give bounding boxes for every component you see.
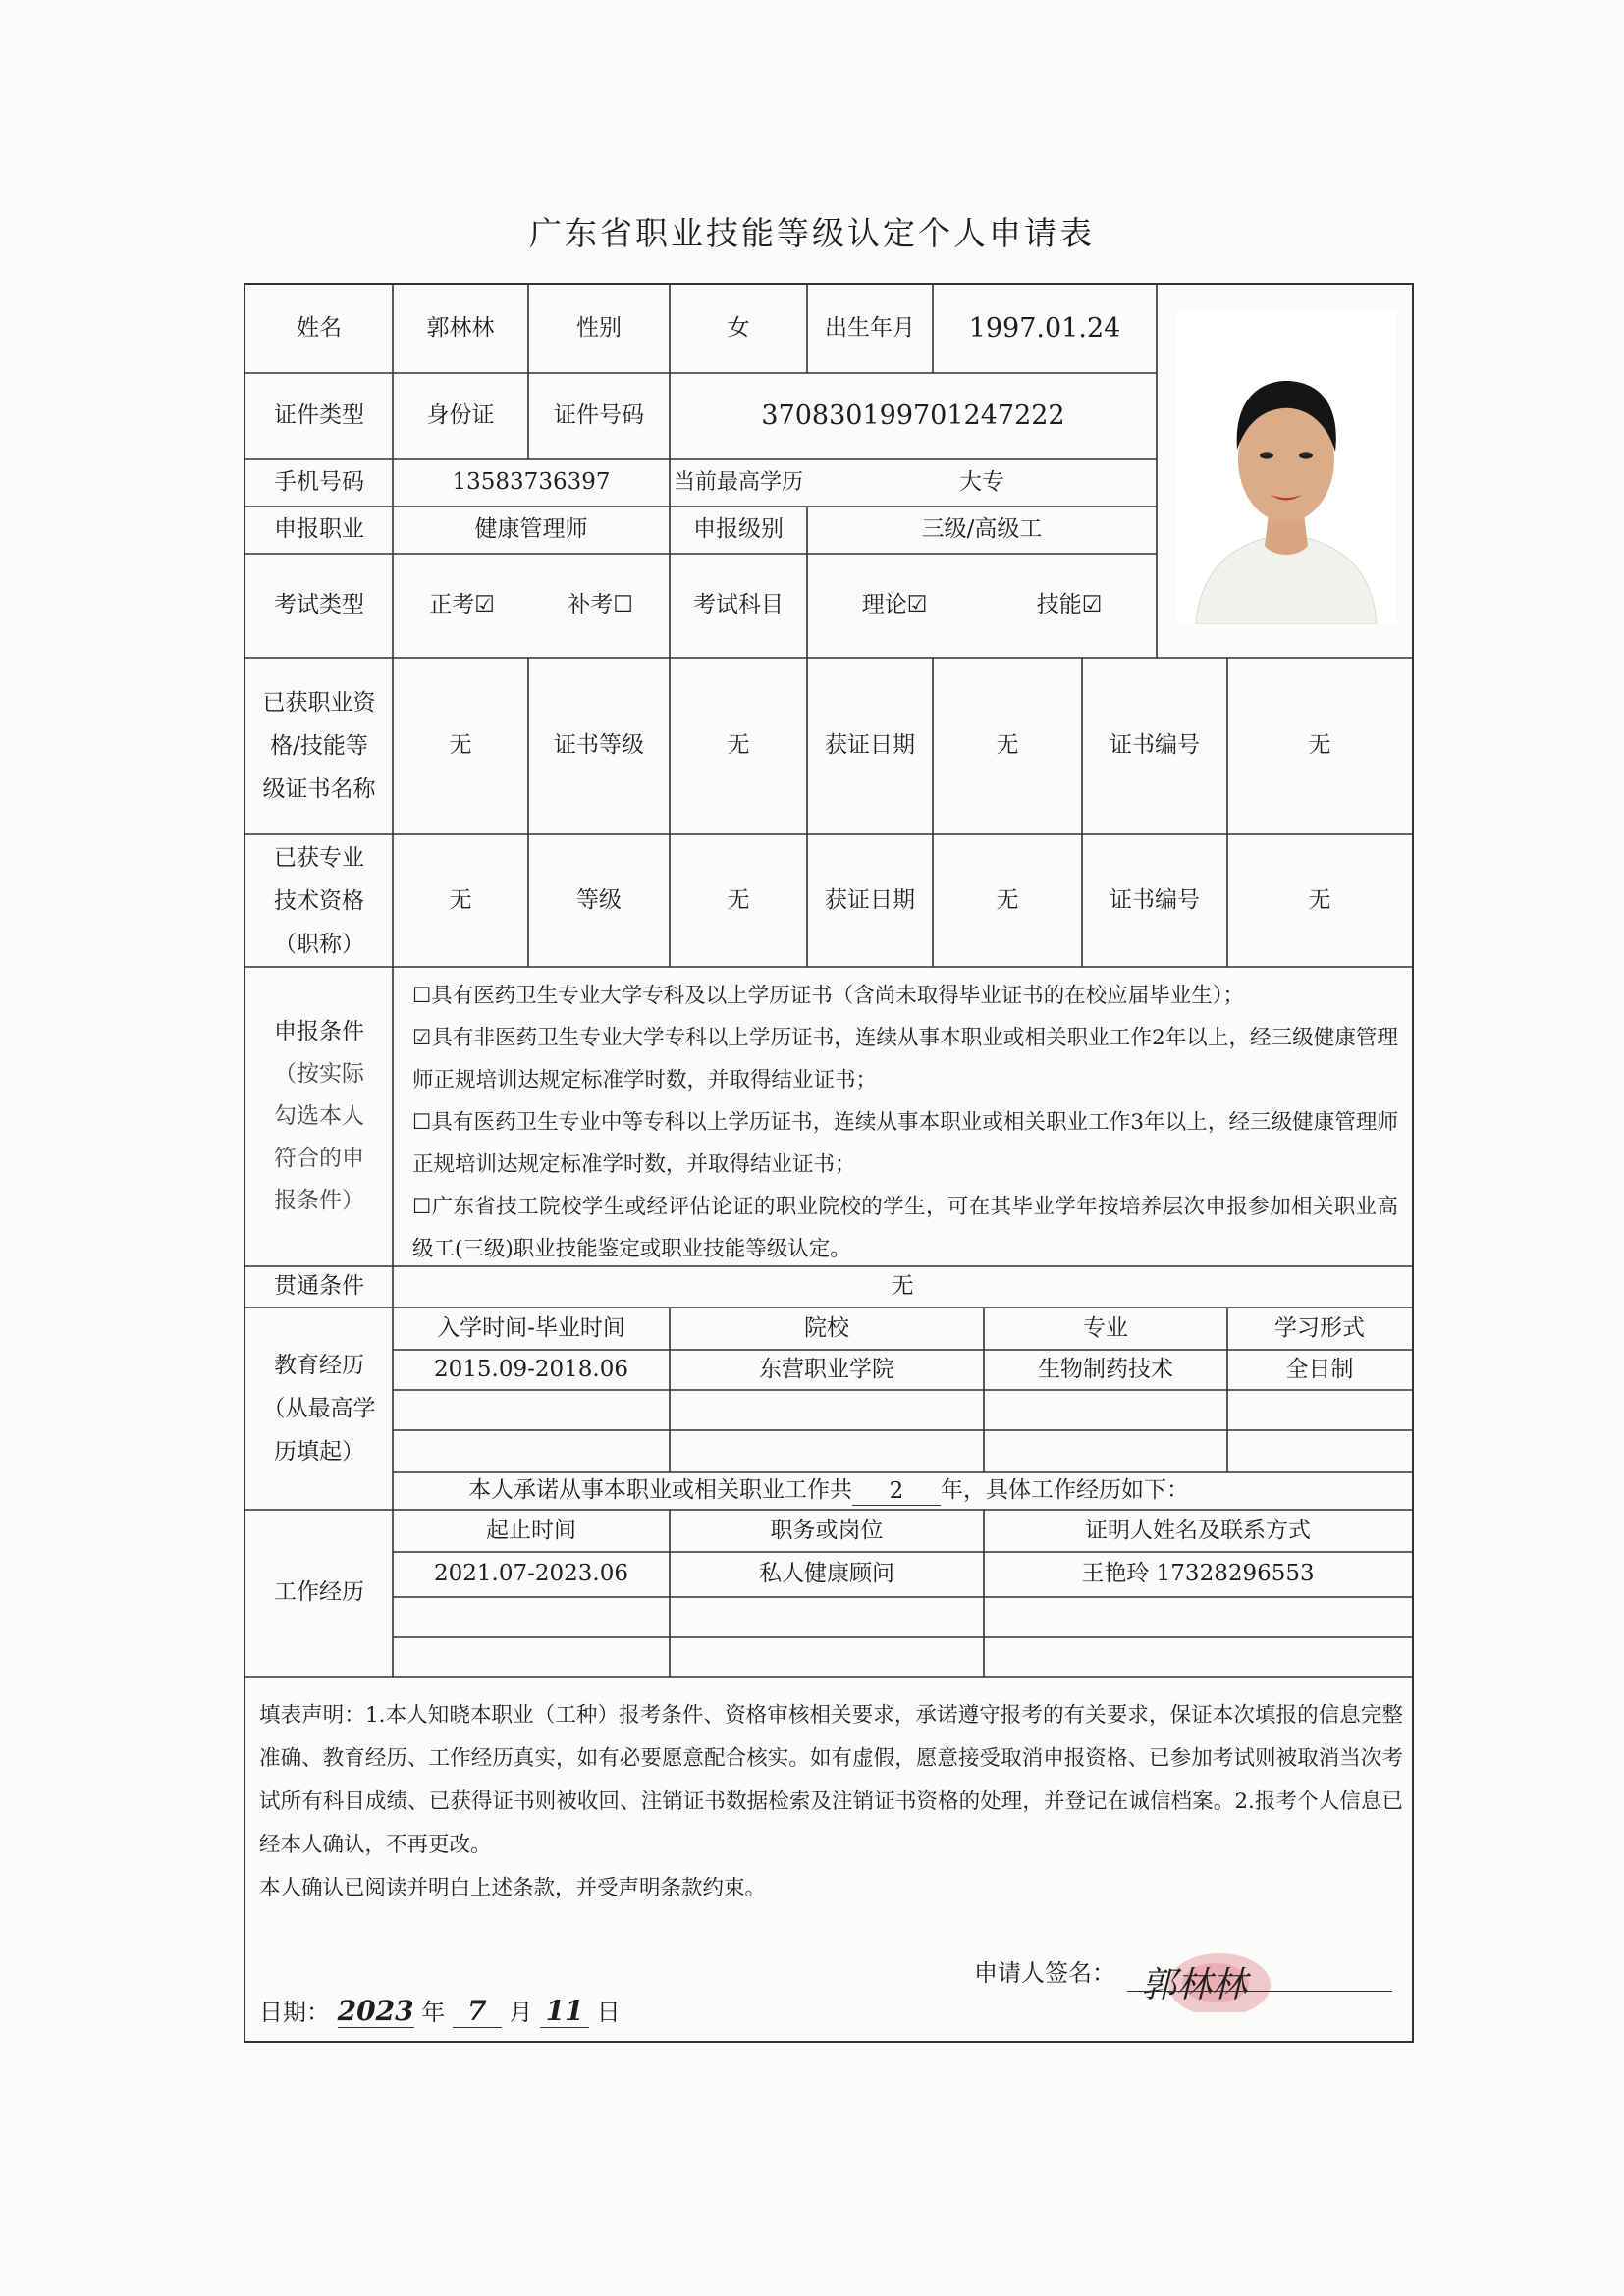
signature-label: 申请人签名：	[974, 1959, 1115, 1987]
edu-header-major: 专业	[1083, 1314, 1128, 1341]
portrait-icon	[1176, 312, 1396, 624]
work-header-period: 起止时间	[486, 1517, 576, 1543]
name-label: 姓名	[297, 315, 342, 342]
conditions-label	[245, 967, 393, 1266]
cert-grade-label: 证书等级	[554, 732, 644, 759]
cert-name-label: 已获职业资格/技能等级证书名称	[262, 690, 376, 802]
edu-header-mode: 学习形式	[1274, 1314, 1365, 1341]
date-row	[259, 1993, 621, 2028]
edu-row-period[interactable]: 2015.09-2018.06	[434, 1356, 628, 1382]
exam-subject-label: 考试科目	[693, 592, 784, 618]
fingerprint-stamp-icon	[1129, 1953, 1365, 2012]
condition-option-3[interactable]: ☐具有医药卫生专业中等专科以上学历证书，连续从事本职业或相关职业工作3年以上，经三级健康管理师正规培训达规定标准学时数，并取得结业证书；	[412, 1110, 1398, 1177]
title-cert-no-value[interactable]: 无	[1308, 886, 1331, 913]
cert-grade-value[interactable]: 无	[727, 732, 750, 759]
work-row-reference[interactable]: 王艳玲 17328296553	[1081, 1561, 1315, 1587]
gender-label: 性别	[576, 315, 622, 342]
through-value[interactable]: 无	[891, 1273, 914, 1300]
education-level-value[interactable]: 大专	[959, 469, 1004, 496]
applicant-photo	[1176, 312, 1396, 624]
id-type-label: 证件类型	[274, 402, 364, 429]
level-value[interactable]: 三级/高级工	[921, 516, 1043, 543]
title-cert-no-label: 证书编号	[1110, 886, 1200, 913]
exam-retake-checkbox[interactable]: 补考☐	[568, 592, 633, 618]
date-year-unit: 年	[421, 1999, 446, 2026]
conditions-note: （按实际勾选本人符合的申报条件）	[274, 1061, 364, 1213]
work-label: 工作经历	[274, 1579, 364, 1606]
work-row-period[interactable]: 2021.07-2023.06	[434, 1561, 628, 1587]
title-cert-date-label: 获证日期	[825, 886, 915, 913]
edu-row-school[interactable]: 东营职业学院	[759, 1356, 894, 1382]
name-value[interactable]: 郭林林	[426, 315, 495, 342]
date-day-unit: 日	[596, 1999, 621, 2026]
cert-date-label: 获证日期	[825, 732, 915, 759]
id-no-label: 证件号码	[554, 402, 644, 429]
id-type-value[interactable]: 身份证	[426, 402, 495, 429]
date-day[interactable]: 11	[540, 1995, 589, 2028]
conditions-title: 申报条件	[274, 1019, 364, 1044]
birth-label: 出生年月	[825, 315, 915, 342]
conditions-list	[395, 967, 1412, 1265]
title-cert-grade-label: 等级	[576, 886, 622, 913]
exam-skill-checkbox[interactable]: 技能☑	[1036, 592, 1103, 618]
through-label: 贯通条件	[274, 1273, 364, 1300]
title-cert-label-line3: （职称）	[274, 931, 364, 957]
date-month[interactable]: 7	[453, 1995, 502, 2028]
title-cert-date-value[interactable]: 无	[996, 886, 1019, 913]
phone-label: 手机号码	[274, 469, 364, 496]
application-form	[244, 283, 1414, 2043]
condition-option-1[interactable]: ☐具有医药卫生专业大学专科及以上学历证书（含尚未取得毕业证书的在校应届毕业生）；	[412, 984, 1245, 1008]
date-year[interactable]: 2023	[337, 1995, 414, 2027]
declaration-text: 填表声明：1.本人知晓本职业（工种）报考条件、资格审核相关要求，承诺遵守报考的有关要求，保证本次填报的信息完整准确、教育经历、工作经历真实，如有必要愿意配合核实。如有虚假，愿意接受取消申报资格、已参加考试则被取消当次考试所有科目成绩、已获得证书则被收回、注销证书数据检索及注销证书资格的处理，并登记在诚信档案。2.报考个人信息已经本人确认，不再更改。	[259, 1703, 1403, 1857]
level-label: 申报级别	[693, 516, 784, 543]
edu-header-school: 院校	[804, 1314, 849, 1341]
work-header-reference: 证明人姓名及联系方式	[1085, 1517, 1311, 1543]
date-month-unit: 月	[509, 1999, 533, 2026]
declaration-confirm: 本人确认已阅读并明白上述条款，并受声明条款约束。	[259, 1876, 767, 1900]
edu-row-major[interactable]: 生物制药技术	[1038, 1356, 1173, 1382]
exam-theory-checkbox[interactable]: 理论☑	[861, 592, 928, 618]
edu-row-mode[interactable]: 全日制	[1285, 1356, 1354, 1382]
title-cert-label-line1: 已获专业	[274, 844, 364, 871]
title-cert-label	[245, 834, 393, 967]
phone-value[interactable]: 13583736397	[452, 469, 611, 496]
id-no-value[interactable]: 370830199701247222	[761, 400, 1065, 432]
job-value[interactable]: 健康管理师	[474, 516, 588, 543]
signature-handwritten[interactable]: 郭林林	[1141, 1965, 1248, 2005]
date-label: 日期：	[259, 1999, 330, 2026]
cert-date-value[interactable]: 无	[996, 732, 1019, 759]
exam-normal-checkbox[interactable]: 正考☑	[429, 592, 495, 618]
education-note: （从最高学历填起）	[262, 1396, 376, 1465]
cert-no-label: 证书编号	[1110, 732, 1200, 759]
work-promise-suffix: 年，具体工作经历如下：	[941, 1477, 1189, 1504]
cert-name-value[interactable]: 无	[449, 732, 472, 759]
title-cert-name-value[interactable]: 无	[449, 886, 472, 913]
education-title: 教育经历	[274, 1353, 364, 1378]
work-header-position: 职务或岗位	[770, 1517, 884, 1543]
declaration	[259, 1694, 1403, 1910]
edu-header-period: 入学时间-毕业时间	[437, 1314, 625, 1341]
condition-option-2[interactable]: ☑具有非医药卫生专业大学专科以上学历证书，连续从事本职业或相关职业工作2年以上，经三级健康管理师正规培训达规定标准学时数，并取得结业证书；	[412, 1026, 1398, 1093]
work-years-value[interactable]: 2	[852, 1477, 941, 1506]
education-level-label: 当前最高学历	[673, 469, 803, 495]
work-promise	[245, 1472, 1412, 1510]
gender-value[interactable]: 女	[727, 315, 750, 342]
title-cert-label-line2: 技术资格	[274, 887, 364, 914]
job-label: 申报职业	[274, 516, 364, 543]
work-promise-prefix: 本人承诺从事本职业或相关职业工作共	[468, 1477, 852, 1504]
birth-value[interactable]: 1997.01.24	[968, 313, 1121, 345]
condition-option-4[interactable]: ☐广东省技工院校学生或经评估论证的职业院校的学生，可在其毕业学年按培养层次申报参加相关职业高级工(三级)职业技能鉴定或职业技能等级认定。	[412, 1195, 1398, 1261]
cert-no-value[interactable]: 无	[1308, 732, 1331, 759]
exam-type-label: 考试类型	[274, 592, 364, 618]
form-title: 广东省职业技能等级认定个人申请表	[529, 214, 1095, 252]
signature-line	[1127, 1991, 1392, 1992]
work-row-position[interactable]: 私人健康顾问	[759, 1561, 894, 1587]
title-cert-grade-value[interactable]: 无	[727, 886, 750, 913]
